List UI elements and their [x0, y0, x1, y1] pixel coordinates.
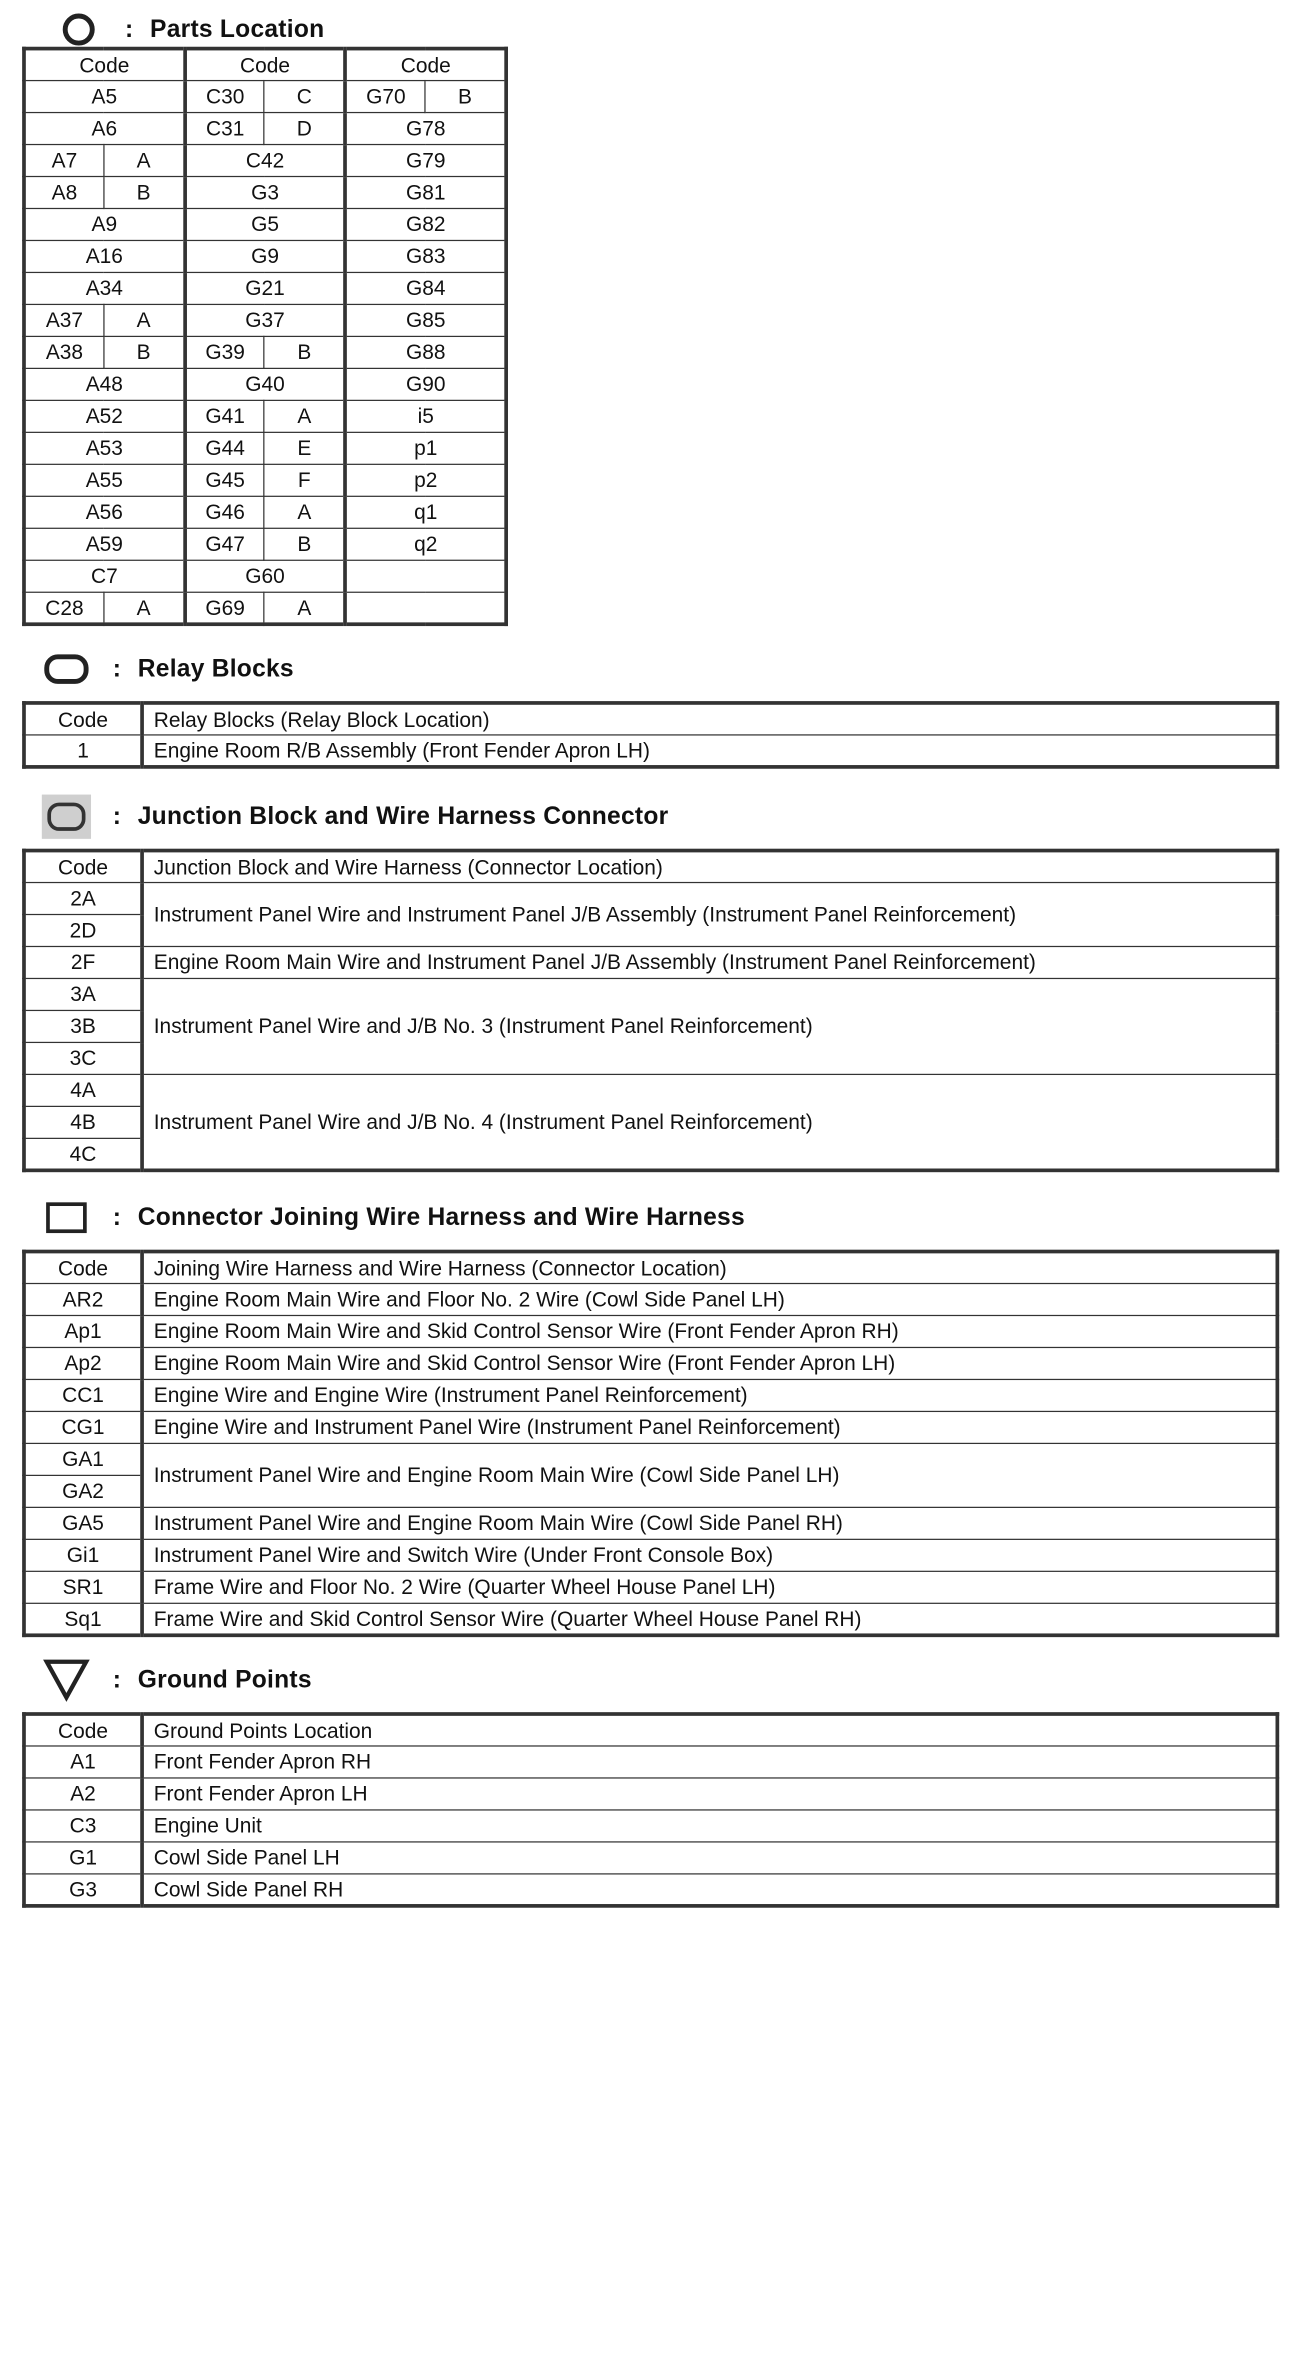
table-row [24, 1603, 1277, 1635]
part-suffix: C [264, 81, 345, 113]
table-row [24, 145, 506, 177]
part-code: A6 [24, 113, 185, 145]
triangle-icon [37, 1656, 96, 1705]
part-code: G45 [185, 464, 265, 496]
description-cell: Instrument Panel Wire and J/B No. 3 (Instrument Panel Reinforcement) [142, 978, 1277, 1074]
part-code: A8 [24, 177, 104, 209]
table-row [24, 592, 506, 624]
description-cell: Front Fender Apron LH [142, 1778, 1277, 1810]
ground-points-table [22, 1712, 1279, 1908]
code-cell: GA5 [24, 1507, 142, 1539]
part-code: G70 [345, 81, 425, 113]
description-header: Relay Blocks (Relay Block Location) [142, 703, 1277, 735]
description-header: Ground Points Location [142, 1714, 1277, 1746]
table-row [24, 1571, 1277, 1603]
code-cell: G3 [24, 1874, 142, 1906]
heading-colon: : [112, 1203, 121, 1231]
code-cell: 4B [24, 1106, 142, 1138]
description-cell: Engine Room R/B Assembly (Front Fender Apron LH) [142, 735, 1277, 767]
table-row [24, 1347, 1277, 1379]
part-code: G90 [345, 368, 506, 400]
table-header-row [24, 703, 1277, 735]
part-code: G9 [185, 240, 346, 272]
code-cell: CC1 [24, 1379, 142, 1411]
part-code: p1 [345, 432, 506, 464]
description-cell: Cowl Side Panel LH [142, 1842, 1277, 1874]
section-title: Connector Joining Wire Harness and Wire Harness [137, 1203, 745, 1231]
description-cell: Instrument Panel Wire and Switch Wire (Under Front Console Box) [142, 1539, 1277, 1571]
part-code: A9 [24, 208, 185, 240]
code-cell: Sq1 [24, 1603, 142, 1635]
part-code: G60 [185, 560, 346, 592]
part-code: G69 [185, 592, 265, 624]
description-cell: Instrument Panel Wire and Engine Room Main Wire (Cowl Side Panel LH) [142, 1443, 1277, 1507]
part-code: q1 [345, 496, 506, 528]
description-cell: Frame Wire and Skid Control Sensor Wire (Quarter Wheel House Panel RH) [142, 1603, 1277, 1635]
table-row [24, 208, 506, 240]
heading-colon: : [112, 1666, 121, 1694]
code-cell: Ap2 [24, 1347, 142, 1379]
code-cell: Gi1 [24, 1539, 142, 1571]
code-cell: 2F [24, 946, 142, 978]
code-cell: 2D [24, 915, 142, 947]
description-cell: Engine Room Main Wire and Instrument Panel J/B Assembly (Instrument Panel Reinforcement) [142, 946, 1277, 978]
part-suffix: A [104, 592, 185, 624]
part-code: A52 [24, 400, 185, 432]
part-code: A7 [24, 145, 104, 177]
part-code: C7 [24, 560, 185, 592]
code-cell: GA2 [24, 1475, 142, 1507]
description-cell: Engine Room Main Wire and Skid Control Sensor Wire (Front Fender Apron LH) [142, 1347, 1277, 1379]
part-suffix: B [264, 336, 345, 368]
part-code: A37 [24, 304, 104, 336]
table-row [24, 560, 506, 592]
description-cell: Engine Wire and Instrument Panel Wire (Instrument Panel Reinforcement) [142, 1411, 1277, 1443]
table-header-row [24, 1714, 1277, 1746]
column-header: Code [185, 49, 346, 81]
part-suffix: B [264, 528, 345, 560]
table-row [24, 1842, 1277, 1874]
description-cell: Frame Wire and Floor No. 2 Wire (Quarter Wheel House Panel LH) [142, 1571, 1277, 1603]
description-cell: Engine Unit [142, 1810, 1277, 1842]
part-code: A59 [24, 528, 185, 560]
part-code: A38 [24, 336, 104, 368]
part-suffix: B [425, 81, 506, 113]
description-cell: Front Fender Apron RH [142, 1746, 1277, 1778]
part-code: C31 [185, 113, 265, 145]
table-row [24, 113, 506, 145]
section-title: Parts Location [150, 15, 325, 43]
table-row [24, 1284, 1277, 1316]
part-code: G40 [185, 368, 346, 400]
part-suffix: F [264, 464, 345, 496]
part-code: p2 [345, 464, 506, 496]
part-suffix: A [104, 145, 185, 177]
code-cell: GA1 [24, 1443, 142, 1475]
code-cell: AR2 [24, 1284, 142, 1316]
part-suffix: A [264, 592, 345, 624]
description-cell: Engine Room Main Wire and Floor No. 2 Wire (Cowl Side Panel LH) [142, 1284, 1277, 1316]
description-cell: Cowl Side Panel RH [142, 1874, 1277, 1906]
part-code: G82 [345, 208, 506, 240]
part-code: G81 [345, 177, 506, 209]
section-title: Junction Block and Wire Harness Connector [137, 802, 669, 830]
part-code: G21 [185, 272, 346, 304]
part-code [345, 560, 506, 592]
part-code: G3 [185, 177, 346, 209]
table-header-row [24, 851, 1277, 883]
code-cell: CG1 [24, 1411, 142, 1443]
table-row [24, 368, 506, 400]
table-row [24, 883, 1277, 915]
rounded-rect-icon [37, 645, 96, 694]
part-code: A53 [24, 432, 185, 464]
part-code: G47 [185, 528, 265, 560]
table-row [24, 1507, 1277, 1539]
table-row [24, 81, 506, 113]
part-code: G85 [345, 304, 506, 336]
part-code: C42 [185, 145, 346, 177]
code-cell: 1 [24, 735, 142, 767]
table-row [24, 1778, 1277, 1810]
table-row [24, 272, 506, 304]
part-suffix: A [264, 496, 345, 528]
part-code: G84 [345, 272, 506, 304]
part-code: G46 [185, 496, 265, 528]
table-row [24, 432, 506, 464]
part-code: A55 [24, 464, 185, 496]
part-code: i5 [345, 400, 506, 432]
table-header-row [24, 49, 506, 81]
table-row [24, 304, 506, 336]
junction-block-table [22, 849, 1279, 1172]
table-row [24, 1379, 1277, 1411]
part-code: q2 [345, 528, 506, 560]
code-cell: 3A [24, 978, 142, 1010]
table-row [24, 400, 506, 432]
code-header: Code [24, 1252, 142, 1284]
table-row [24, 1411, 1277, 1443]
part-code: A56 [24, 496, 185, 528]
column-header: Code [24, 49, 185, 81]
code-cell: G1 [24, 1842, 142, 1874]
column-header: Code [345, 49, 506, 81]
part-code: G39 [185, 336, 265, 368]
square-icon [37, 1193, 96, 1242]
code-cell: 2A [24, 883, 142, 915]
ground-points-heading [37, 1656, 312, 1705]
part-suffix: A [264, 400, 345, 432]
part-code: A16 [24, 240, 185, 272]
description-header: Junction Block and Wire Harness (Connector Location) [142, 851, 1277, 883]
code-header: Code [24, 703, 142, 735]
connector-joining-table [22, 1250, 1279, 1637]
part-code: A48 [24, 368, 185, 400]
part-code: G88 [345, 336, 506, 368]
code-cell: 3C [24, 1042, 142, 1074]
description-cell: Instrument Panel Wire and Instrument Panel J/B Assembly (Instrument Panel Reinforcement) [142, 883, 1277, 947]
table-header-row [24, 1252, 1277, 1284]
table-row [24, 946, 1277, 978]
heading-colon: : [112, 654, 121, 683]
table-row [24, 978, 1277, 1010]
description-cell: Instrument Panel Wire and Engine Room Main Wire (Cowl Side Panel RH) [142, 1507, 1277, 1539]
part-code: G41 [185, 400, 265, 432]
code-cell: SR1 [24, 1571, 142, 1603]
part-suffix: D [264, 113, 345, 145]
table-row [24, 528, 506, 560]
parts-location-table [22, 47, 508, 626]
table-row [24, 496, 506, 528]
junction-block-heading [37, 792, 669, 841]
code-cell: Ap1 [24, 1315, 142, 1347]
description-cell: Engine Wire and Engine Wire (Instrument Panel Reinforcement) [142, 1379, 1277, 1411]
table-row [24, 1810, 1277, 1842]
table-row [24, 464, 506, 496]
connector-joining-heading [37, 1193, 745, 1242]
part-suffix: E [264, 432, 345, 464]
section-title: Ground Points [137, 1666, 312, 1694]
part-code: G5 [185, 208, 346, 240]
junction-block-icon [37, 792, 96, 841]
code-cell: 3B [24, 1010, 142, 1042]
code-cell: C3 [24, 1810, 142, 1842]
table-row [24, 1539, 1277, 1571]
table-row [24, 1315, 1277, 1347]
description-cell: Engine Room Main Wire and Skid Control Sensor Wire (Front Fender Apron RH) [142, 1315, 1277, 1347]
code-cell: A1 [24, 1746, 142, 1778]
part-code: G79 [345, 145, 506, 177]
part-suffix: A [104, 304, 185, 336]
code-cell: 4C [24, 1138, 142, 1170]
part-code: C30 [185, 81, 265, 113]
relay-blocks-table [22, 701, 1279, 769]
table-row [24, 240, 506, 272]
description-cell: Instrument Panel Wire and J/B No. 4 (Instrument Panel Reinforcement) [142, 1074, 1277, 1170]
part-code: A34 [24, 272, 185, 304]
table-row [24, 735, 1277, 767]
part-code: G78 [345, 113, 506, 145]
table-row [24, 1746, 1277, 1778]
part-code: G83 [345, 240, 506, 272]
table-row [24, 177, 506, 209]
part-code: G37 [185, 304, 346, 336]
relay-blocks-heading [37, 645, 294, 694]
part-suffix: B [104, 336, 185, 368]
section-title: Relay Blocks [137, 654, 294, 683]
heading-colon: : [112, 802, 121, 830]
table-row [24, 336, 506, 368]
part-code [345, 592, 506, 624]
description-header: Joining Wire Harness and Wire Harness (Connector Location) [142, 1252, 1277, 1284]
code-cell: 4A [24, 1074, 142, 1106]
table-row [24, 1443, 1277, 1475]
part-suffix: B [104, 177, 185, 209]
table-row [24, 1074, 1277, 1106]
code-header: Code [24, 1714, 142, 1746]
part-code: G44 [185, 432, 265, 464]
part-code: A5 [24, 81, 185, 113]
code-header: Code [24, 851, 142, 883]
part-code: C28 [24, 592, 104, 624]
heading-colon: : [125, 15, 134, 43]
code-cell: A2 [24, 1778, 142, 1810]
table-row [24, 1874, 1277, 1906]
